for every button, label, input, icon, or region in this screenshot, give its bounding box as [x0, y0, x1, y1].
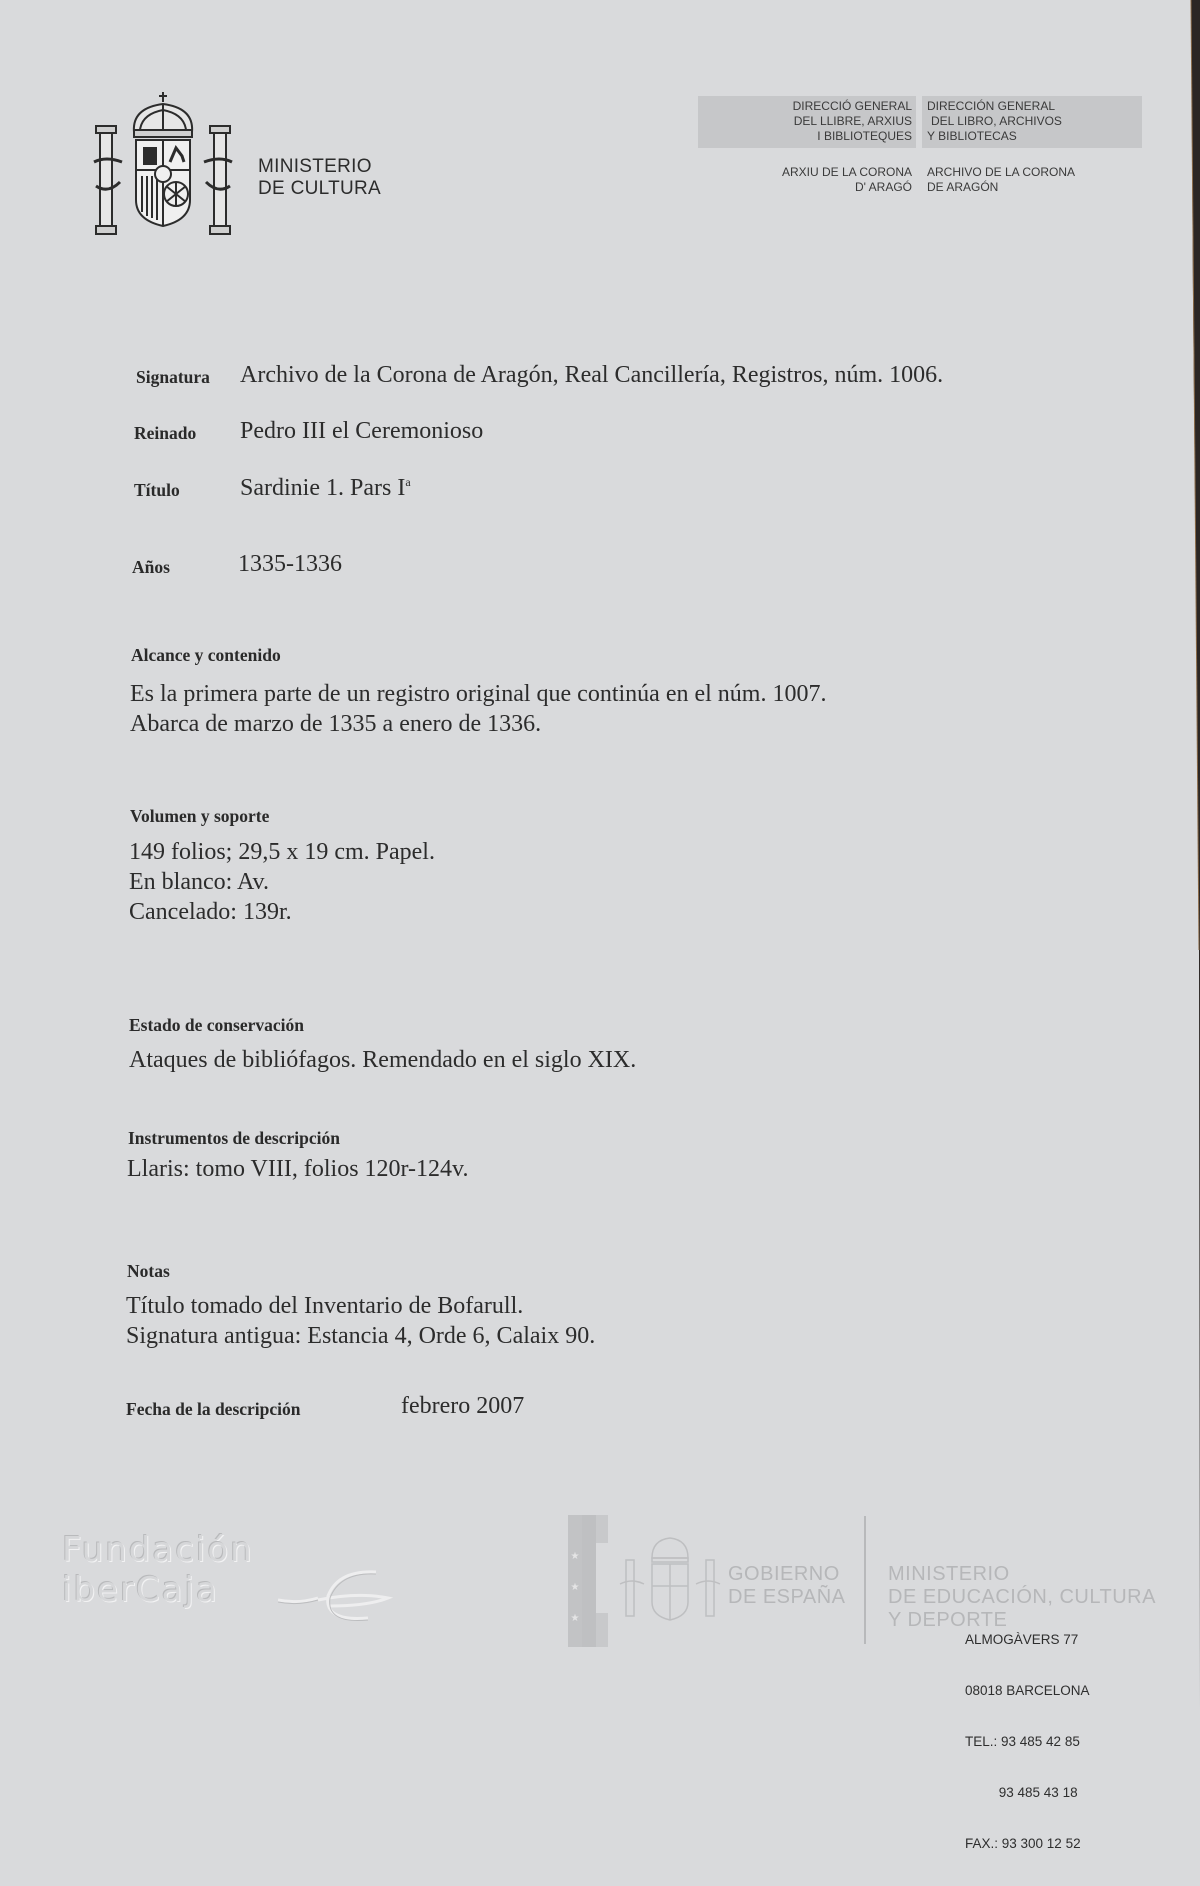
titulo-text: Sardinie 1. Pars I — [240, 475, 406, 501]
svg-text:★: ★ — [570, 1613, 580, 1624]
address-street: ALMOGÀVERS 77 — [965, 1632, 1079, 1647]
instrumentos-label: Instrumentos de descripción — [128, 1128, 340, 1148]
ministerio-line-2: DE EDUCACIÓN, CULTURA — [888, 1586, 1156, 1608]
titulo-superscript: a — [405, 475, 411, 489]
estado-label: Estado de conservación — [129, 1015, 304, 1035]
page-edge-shadow — [1188, 0, 1200, 1707]
fecha-value: febrero 2007 — [401, 1393, 525, 1419]
archive-ca-line-1: ARXIU DE LA CORONA — [781, 165, 912, 179]
dg-ca-line-3: I BIBLIOTEQUES — [817, 129, 912, 143]
ibercaja-line-2: iberCaja — [62, 1570, 219, 1610]
gobierno-line-1: GOBIERNO — [728, 1563, 840, 1585]
volumen-line: Cancelado: 139r. — [129, 899, 292, 925]
anos-label: Años — [132, 557, 170, 577]
ibercaja-line-1: Fundación — [62, 1530, 254, 1570]
dg-ca-line-2: DEL LLIBRE, ARXIUS — [793, 114, 912, 128]
notas-line: Título tomado del Inventario de Bofarull. — [126, 1293, 524, 1319]
archive-catalan — [782, 165, 912, 195]
archive-ca-line-2: D' ARAGÓ — [855, 180, 912, 194]
volumen-line: 149 folios; 29,5 x 19 cm. Papel. — [129, 839, 435, 865]
signatura-value: Archivo de la Corona de Aragón, Real Cancillería, Registros, núm. 1006. — [240, 362, 944, 388]
volumen-line: En blanco: Av. — [129, 869, 269, 895]
ibercaja-swoosh-icon — [278, 1562, 393, 1632]
titulo-value — [240, 475, 411, 502]
ibercaja-logo — [62, 1530, 254, 1610]
alcance-label: Alcance y contenido — [131, 645, 281, 665]
address-fax: FAX.: 93 300 12 52 — [965, 1836, 1081, 1851]
coat-of-arms-icon — [92, 86, 234, 236]
reinado-label: Reinado — [134, 423, 197, 443]
alcance-line: Es la primera parte de un registro original que continúa en el núm. 1007. — [130, 681, 827, 707]
fecha-label: Fecha de la descripción — [126, 1399, 301, 1419]
dg-es-line-1: DIRECCIÓN GENERAL — [927, 99, 1056, 113]
dg-es-line-3: Y BIBLIOTECAS — [927, 129, 1017, 143]
spain-flag-stripe-icon — [568, 1515, 608, 1647]
alcance-text — [130, 679, 826, 739]
reinado-value: Pedro III el Ceremonioso — [240, 418, 484, 444]
address-tel-1: TEL.: 93 485 42 85 — [965, 1734, 1080, 1749]
ministerio-line-1: MINISTERIO — [888, 1563, 1010, 1585]
gobierno-coat-of-arms-icon — [618, 1532, 722, 1624]
archive-es-line-1: ARCHIVO DE LA CORONA — [927, 165, 1076, 179]
notas-label: Notas — [127, 1261, 170, 1281]
alcance-line: Abarca de marzo de 1335 a enero de 1336. — [130, 711, 542, 737]
svg-text:★: ★ — [570, 1551, 580, 1562]
svg-text:★: ★ — [570, 1582, 580, 1593]
gobierno-espana — [728, 1563, 846, 1609]
archive-es-line-2: DE ARAGÓN — [927, 180, 999, 194]
directorate-band — [698, 96, 1142, 148]
archive-address — [965, 1597, 1090, 1886]
address-tel-2: 93 485 43 18 — [965, 1785, 1078, 1800]
anos-value: 1335-1336 — [238, 551, 342, 577]
dg-ca-line-1: DIRECCIÓ GENERAL — [792, 99, 912, 113]
titulo-label: Título — [134, 480, 180, 500]
directorate-spanish — [927, 99, 1062, 144]
volumen-label: Volumen y soporte — [130, 806, 270, 826]
ministry-line-1: MINISTERIO — [258, 156, 372, 177]
estado-text — [129, 1045, 636, 1075]
ministry-name — [258, 156, 381, 200]
notas-line: Signatura antigua: Estancia 4, Orde 6, Calaix 90. — [126, 1323, 596, 1349]
ministry-line-2: DE CULTURA — [258, 178, 381, 199]
instrumentos-text — [127, 1154, 468, 1184]
dg-es-line-2: DEL LIBRO, ARCHIVOS — [931, 114, 1062, 128]
notas-text — [126, 1291, 595, 1351]
signatura-label: Signatura — [136, 367, 210, 387]
directorate-catalan — [793, 99, 912, 144]
instrumentos-line: Llaris: tomo VIII, folios 120r-124v. — [127, 1156, 469, 1182]
volumen-text — [129, 837, 435, 927]
archive-spanish — [927, 165, 1075, 195]
ministerio-line-3: Y DEPORTE — [888, 1609, 1008, 1631]
address-city: 08018 BARCELONA — [965, 1683, 1090, 1698]
estado-line: Ataques de bibliófagos. Remendado en el siglo XIX. — [129, 1047, 637, 1073]
footer-divider — [864, 1516, 866, 1644]
gobierno-line-2: DE ESPAÑA — [728, 1586, 846, 1608]
